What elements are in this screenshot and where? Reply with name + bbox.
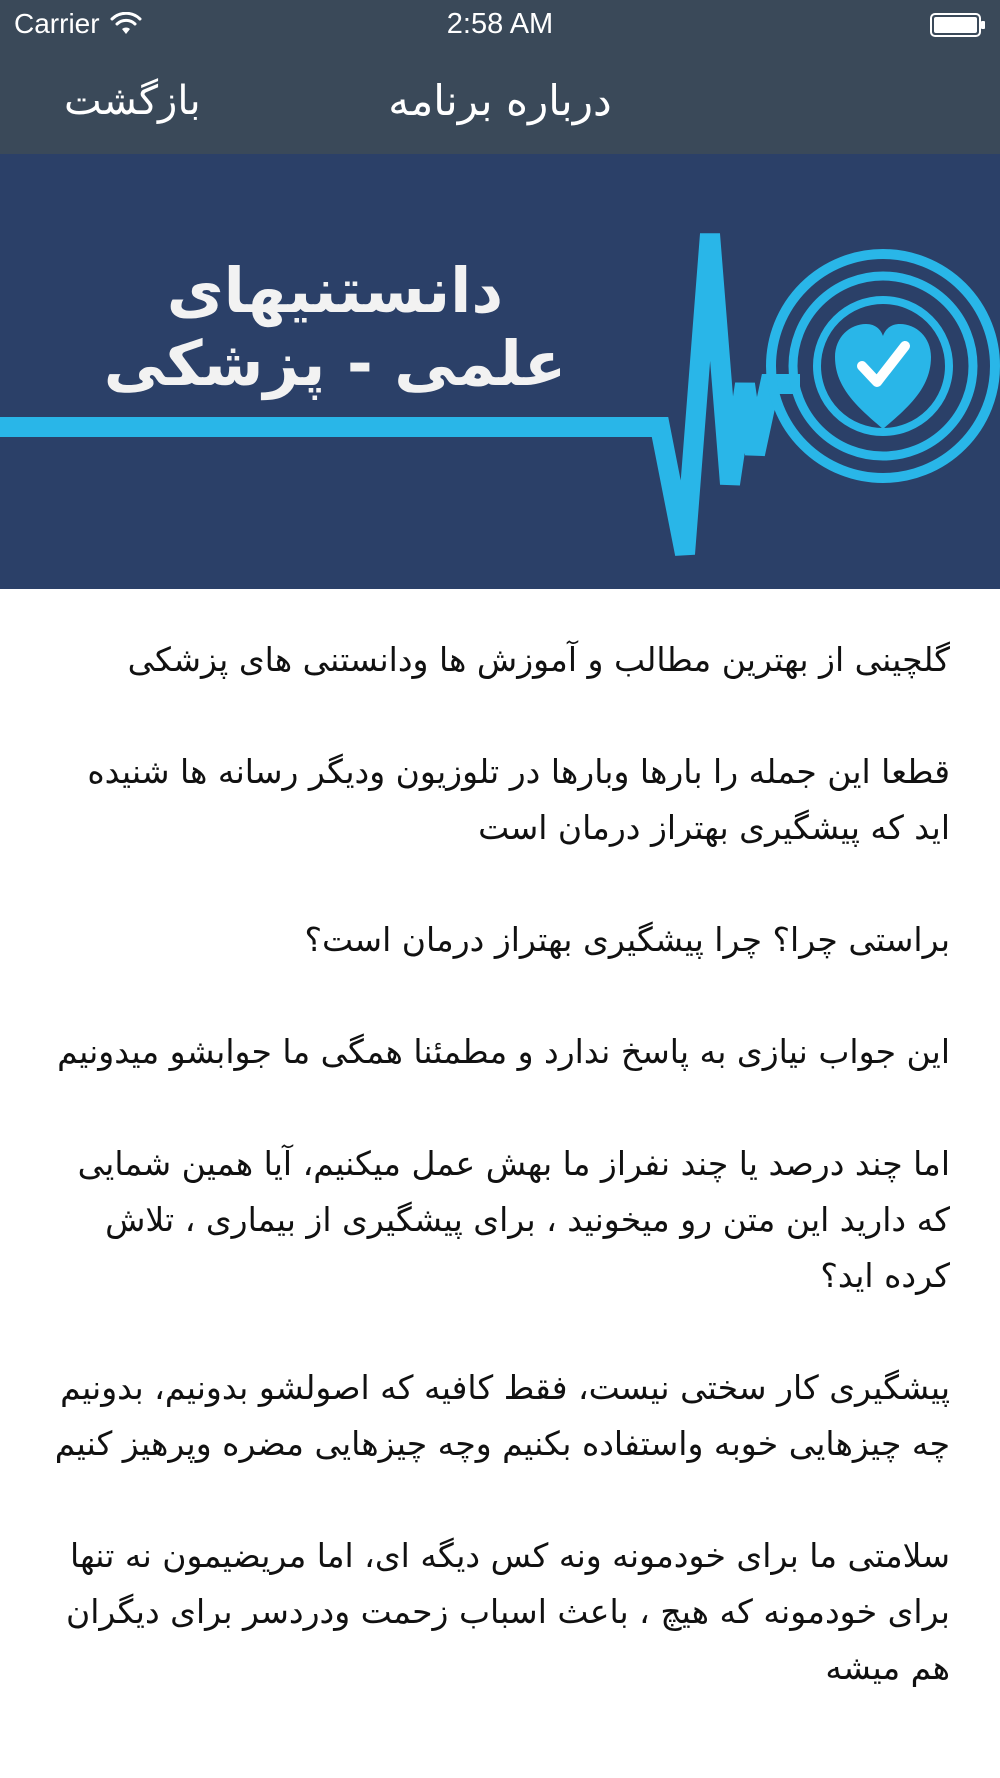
heart-check-icon: [835, 324, 931, 429]
navigation-bar: [0, 50, 1000, 154]
paragraph: پیشگیری کار سختی نیست، فقط کافیه که اصولشو بدونیم، بدونیم چه چیزهایی خوبه واستفاده بکنیم وچه چیزهایی مضره وپرهیز کنیم: [54, 1368, 950, 1463]
status-time: 2:58 AM: [446, 8, 554, 40]
status-bar: [0, 0, 1000, 50]
paragraph: قطعا این جمله را بارها وبارها در تلوزیون ودیگر رسانه ها شنیده اید که پیشگیری بهتراز درمان است: [87, 752, 950, 847]
paragraph: این جواب نیازی به پاسخ ندارد و مطمئنا همگی ما جوابشو میدونیم: [57, 1032, 950, 1071]
about-text: [44, 632, 950, 1752]
paragraph: اما چند درصد یا چند نفراز ما بهش عمل میکنیم، آیا همین شمایی که دارید این متن رو میخونید ، برای پیشگیری از بیماری ، تلاش کرده اید؟: [77, 1144, 950, 1295]
back-button[interactable]: بازگشت: [64, 78, 201, 124]
top-bar: [0, 0, 1000, 154]
paragraph: گلچینی از بهترین مطالب و آموزش ها ودانستنی های پزشکی: [127, 640, 950, 679]
page-title: درباره برنامه: [388, 76, 612, 125]
carrier-label: Carrier: [14, 8, 100, 39]
battery-icon: [930, 12, 986, 38]
paragraph: سلامتی ما برای خودمونه ونه کس دیگه ای، اما مریضیمون نه تنها برای خودمونه که هیچ ، باعث اسباب زحمت ودردسر برای دیگران هم میشه: [65, 1536, 950, 1687]
banner-title: دانستنیهای علمی - پزشکی: [103, 254, 567, 400]
paragraph: براستی چرا؟ چرا پیشگیری بهتراز درمان است؟: [304, 920, 950, 959]
header-banner: [0, 154, 1000, 589]
